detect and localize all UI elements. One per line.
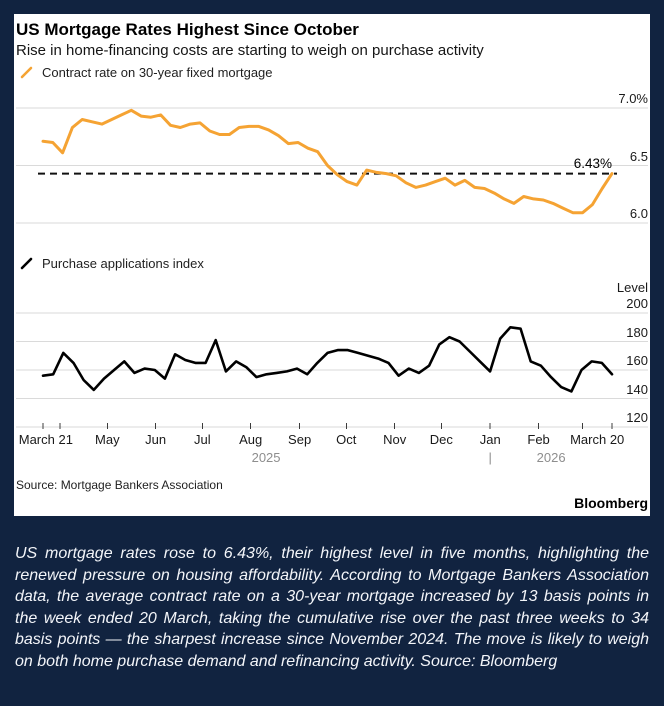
y-tick-label: 180 [626,324,648,340]
level-axis-label: Level [616,280,648,295]
x-tick-label: Nov [383,432,407,447]
x-tick-label: Sep [288,432,312,447]
y-tick-label: 120 [626,410,648,425]
chart-title: US Mortgage Rates Highest Since October [16,20,359,39]
year-divider: | [488,450,492,465]
source-label: Source: Mortgage Bankers Association [16,478,223,492]
legend-contract-rate [20,65,273,80]
year-label: 2025 [251,450,281,465]
x-tick-label: Dec [429,432,453,447]
x-tick-label: Jun [145,432,167,447]
y-tick-label: 6.5 [629,148,648,164]
y-tick-label: 200 [626,296,648,311]
legend-purchase-index [20,256,204,271]
y-tick-label: 7.0% [618,91,648,106]
x-tick-label: Jul [194,432,211,447]
x-tick-label: Aug [239,432,263,447]
rate-annotation: 6.43% [573,156,612,171]
legend-purchase-index-label: Purchase applications index [42,256,204,271]
x-tick-label: Oct [336,432,357,447]
black-line-swatch-icon [20,257,33,270]
year-label: 2026 [536,450,566,465]
y-tick-label: 160 [626,353,648,368]
y-tick-label: 140 [626,381,648,397]
caption-text: US mortgage rates rose to 6.43%, their highest level in five months, highlighting the renewed pressure on housing affordability. According to Mortgage Bankers Association data, the average contract rate on a 30-year mortgage increased by 13 basis points in the week ended 20 March, taking the cumulative rise over the past three weeks to 34 basis points — the sharpest increase since November 2024. The move is likely to weigh on both home purchase demand and refinancing activity. Source: Bloomberg [15,545,649,670]
orange-line-swatch-icon [20,66,33,79]
y-tick-label: 6.0 [629,206,648,221]
x-tick-label: March 21 [18,432,73,447]
legend-contract-rate-label: Contract rate on 30-year fixed mortgage [42,65,273,80]
x-tick-label: Jan [479,432,501,447]
chart-subtitle: Rise in home-financing costs are starting to weigh on purchase activity [16,42,484,59]
x-tick-label: May [95,432,120,447]
chart-card [14,14,650,516]
bloomberg-logo: Bloomberg [574,495,648,511]
x-tick-label: March 20 [570,432,625,447]
x-tick-label: Feb [527,432,550,447]
